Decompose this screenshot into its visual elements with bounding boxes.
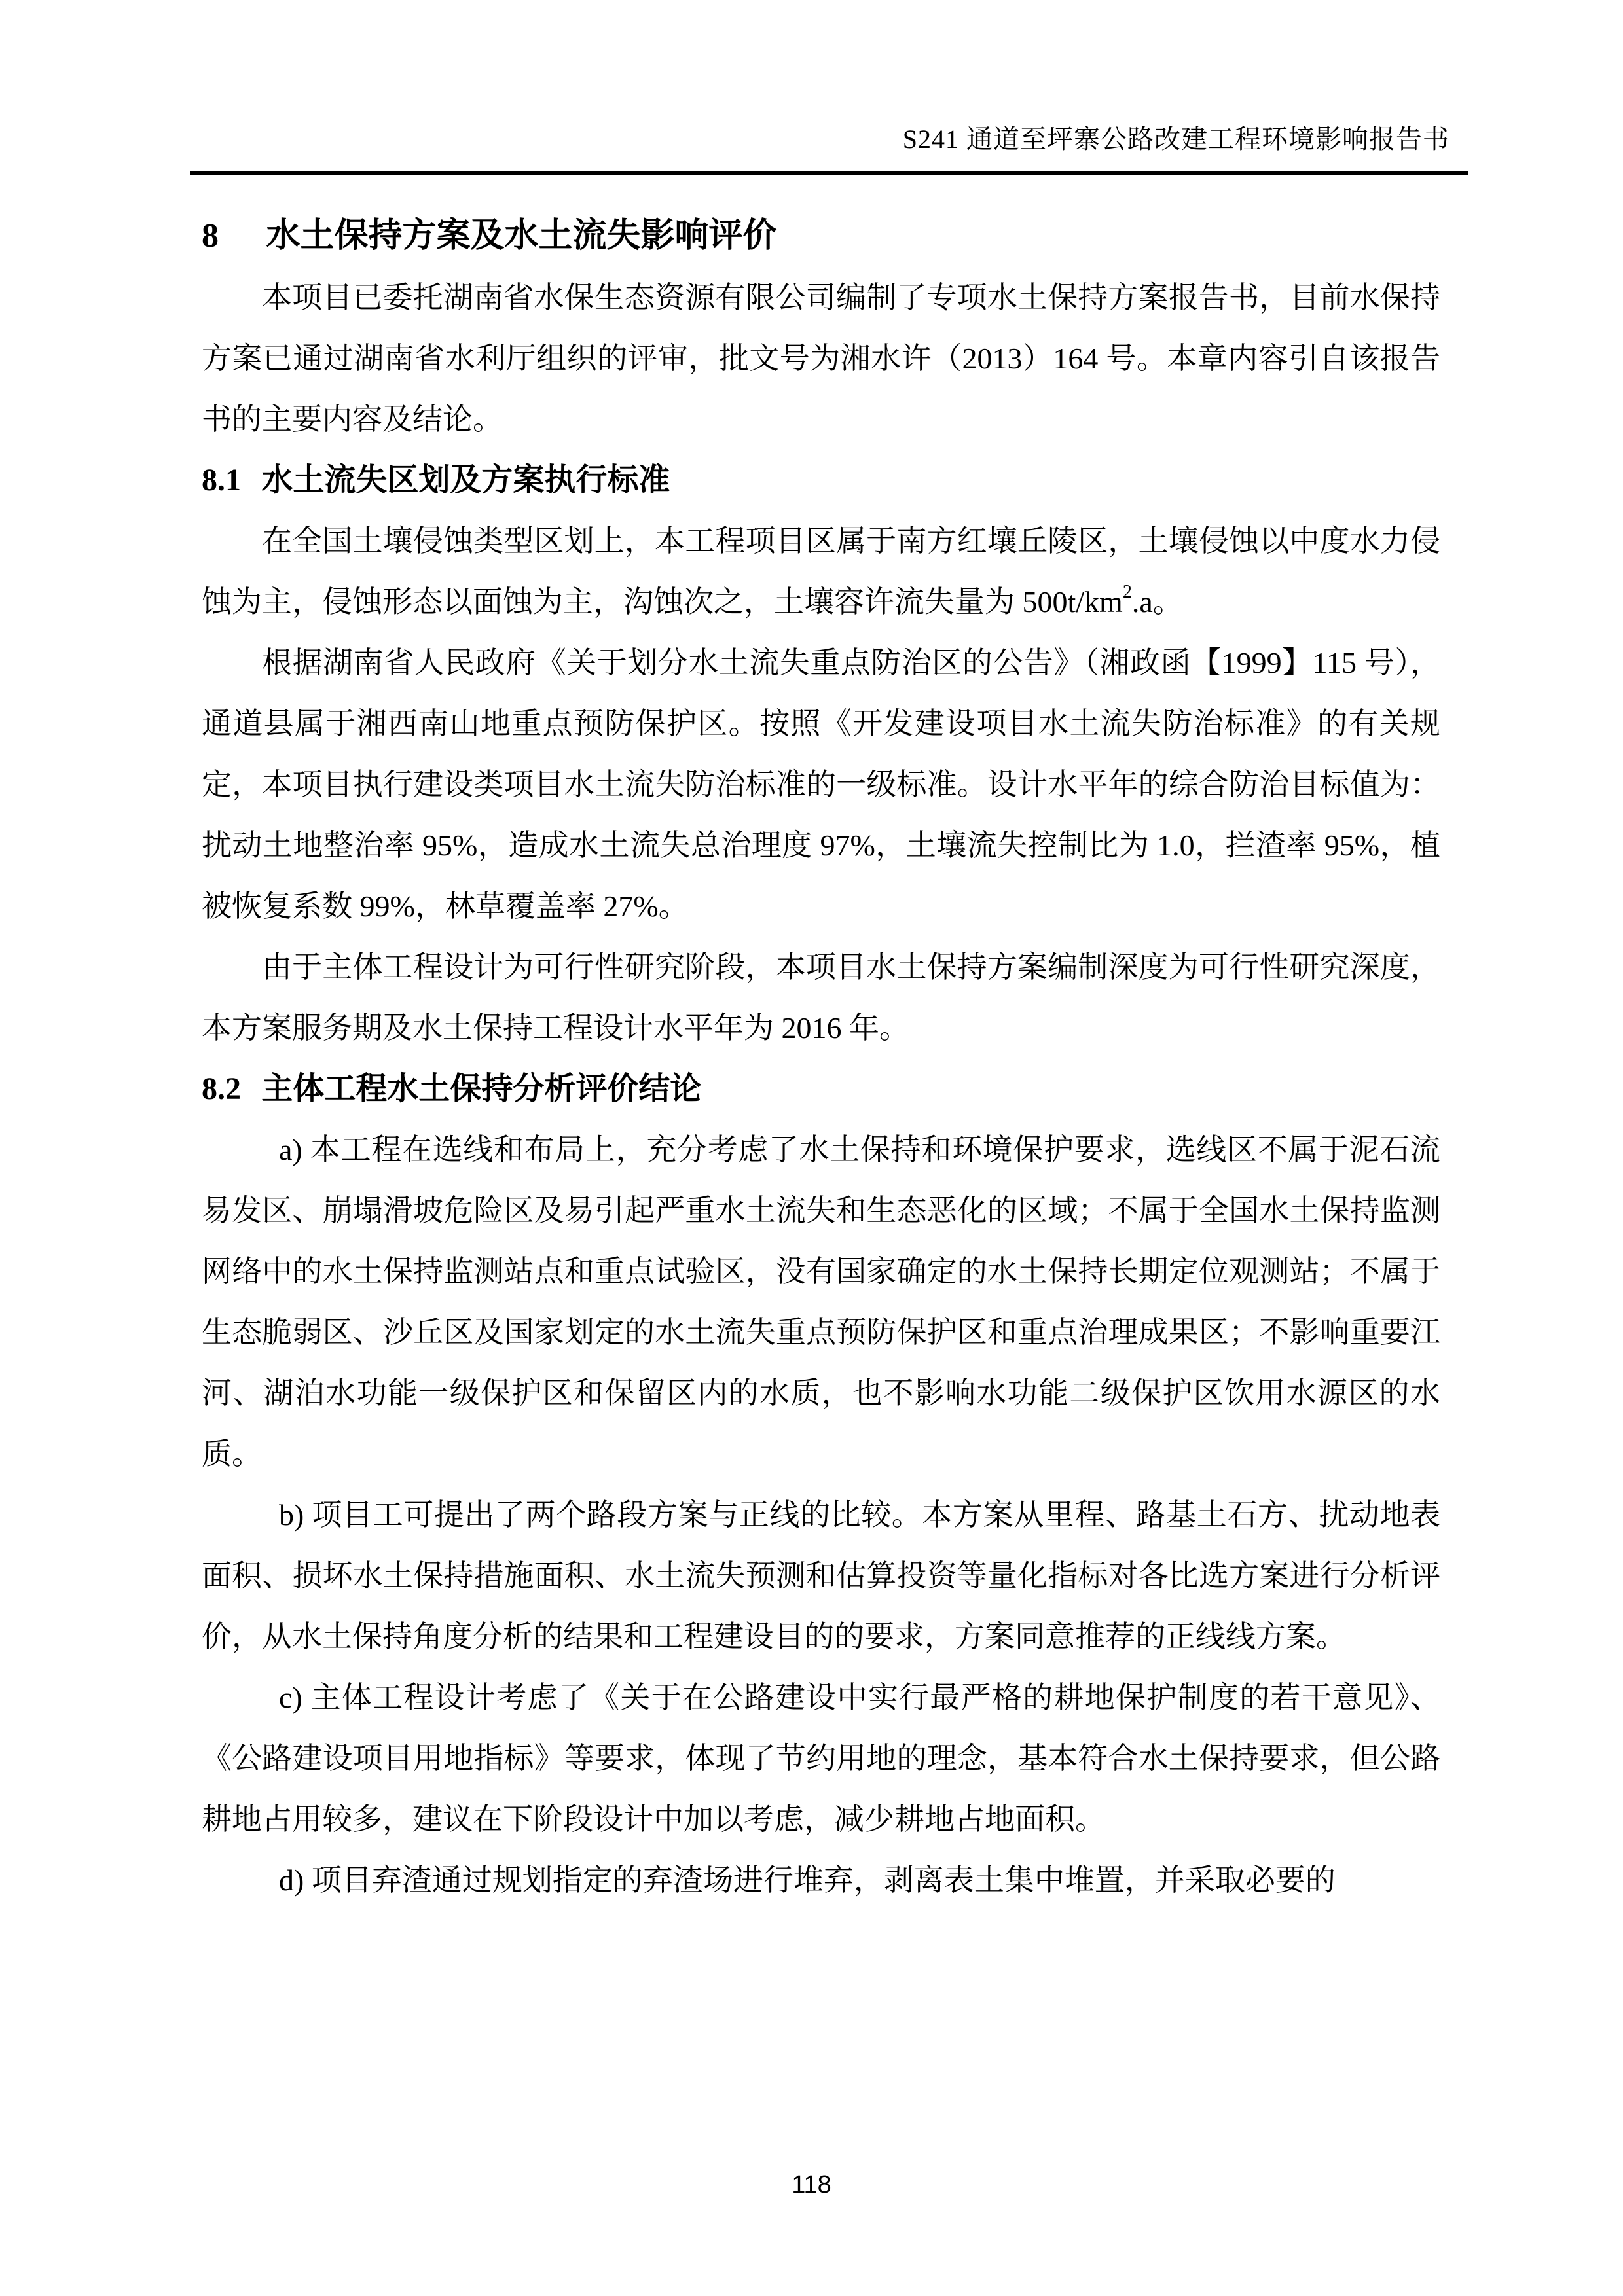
section-8-1-heading [202, 450, 1440, 511]
erosion-text-before-superscript: 在全国土壤侵蚀类型区划上，本工程项目区属于南方红壤丘陵区，土壤侵蚀以中度水力侵蚀为主，侵蚀形态以面蚀为主，沟蚀次之，土壤容许流失量为 500t/km [202, 524, 1440, 619]
erosion-text-after-superscript: .a。 [1131, 585, 1183, 619]
conclusion-item-b: b) 项目工可提出了两个路段方案与正线的比较。本方案从里程、路基土石方、扰动地表面积、损坏水土保持措施面积、水土流失预测和估算投资等量化指标对各比选方案进行分析评价，从水土保持角度分析的结果和工程建设目的的要求，方案同意推荐的正线线方案。 [202, 1498, 1440, 1654]
page-header [190, 121, 1468, 175]
document-body [202, 215, 1440, 1910]
section-8-1-number: 8.1 [202, 463, 241, 498]
conclusion-item-d: d) 项目弃渣通过规划指定的弃渣场进行堆弃，剥离表土集中堆置，并采取必要的 [279, 1863, 1336, 1897]
section-8-2-title: 主体工程水土保持分析评价结论 [261, 1071, 702, 1107]
section-8-2-number: 8.2 [202, 1071, 241, 1107]
conclusion-item-a: a) 本工程在选线和布局上，充分考虑了水土保持和环境保护要求，选线区不属于泥石流易发区、崩塌滑坡危险区及易引起严重水土流失和生态恶化的区域；不属于全国水土保持监测网络中的水土保持监测站点和重点试验区，没有国家确定的水土保持长期定位观测站；不属于生态脆弱区、沙丘区及国家划定的水土流失重点预防保护区和重点治理成果区；不影响重要江河、湖泊水功能一级保护区和保留区内的水质，也不影响水功能二级保护区饮用水源区的水质。 [202, 1133, 1440, 1471]
conclusion-item-c: c) 主体工程设计考虑了《关于在公路建设中实行最严格的耕地保护制度的若干意见》、《公路建设项目用地指标》等要求，体现了节约用地的理念，基本符合水土保持要求，但公路耕地占用较多，建议在下阶段设计中加以考虑，减少耕地占地面积。 [202, 1681, 1440, 1837]
chapter-number: 8 [202, 217, 219, 255]
page-number: 118 [792, 2171, 831, 2198]
running-head-title: S241 通道至坪寨公路改建工程环境影响报告书 [902, 124, 1450, 154]
section-8-1-title: 水土流失区划及方案执行标准 [261, 463, 670, 498]
section-8-2-heading [202, 1058, 1440, 1119]
chapter-8-heading [202, 215, 1440, 257]
chapter-intro-paragraph: 本项目已委托湖南省水保生态资源有限公司编制了专项水土保持方案报告书，目前水保持方案已通过湖南省水利厅组织的评审，批文号为湘水许（2013）164 号。本章内容引自该报告书的主要内容及结论。 [202, 281, 1440, 437]
superscript-exponent: 2 [1122, 582, 1132, 603]
chapter-title: 水土保持方案及水土流失影响评价 [266, 217, 777, 255]
paragraph-erosion-region [202, 511, 1440, 632]
paragraph-prevention-standards: 根据湖南省人民政府《关于划分水土流失重点防治区的公告》（湘政函【1999】115 号），通道县属于湘西南山地重点预防保护区。按照《开发建设项目水土流失防治标准》的有关规定，本项目执行建设类项目水土流失防治标准的一级标准。设计水平年的综合防治目标值为：扰动土地整治率 95%，造成水土流失总治理度 97%，土壤流失控制比为 1.0，拦渣率 95%，植被恢复系数 99%，林草覆盖率 27%。 [202, 646, 1440, 924]
page-footer [0, 2171, 1623, 2199]
paragraph-design-horizon-year: 由于主体工程设计为可行性研究阶段，本项目水土保持方案编制深度为可行性研究深度，本方案服务期及水土保持工程设计水平年为 2016 年。 [202, 950, 1440, 1045]
